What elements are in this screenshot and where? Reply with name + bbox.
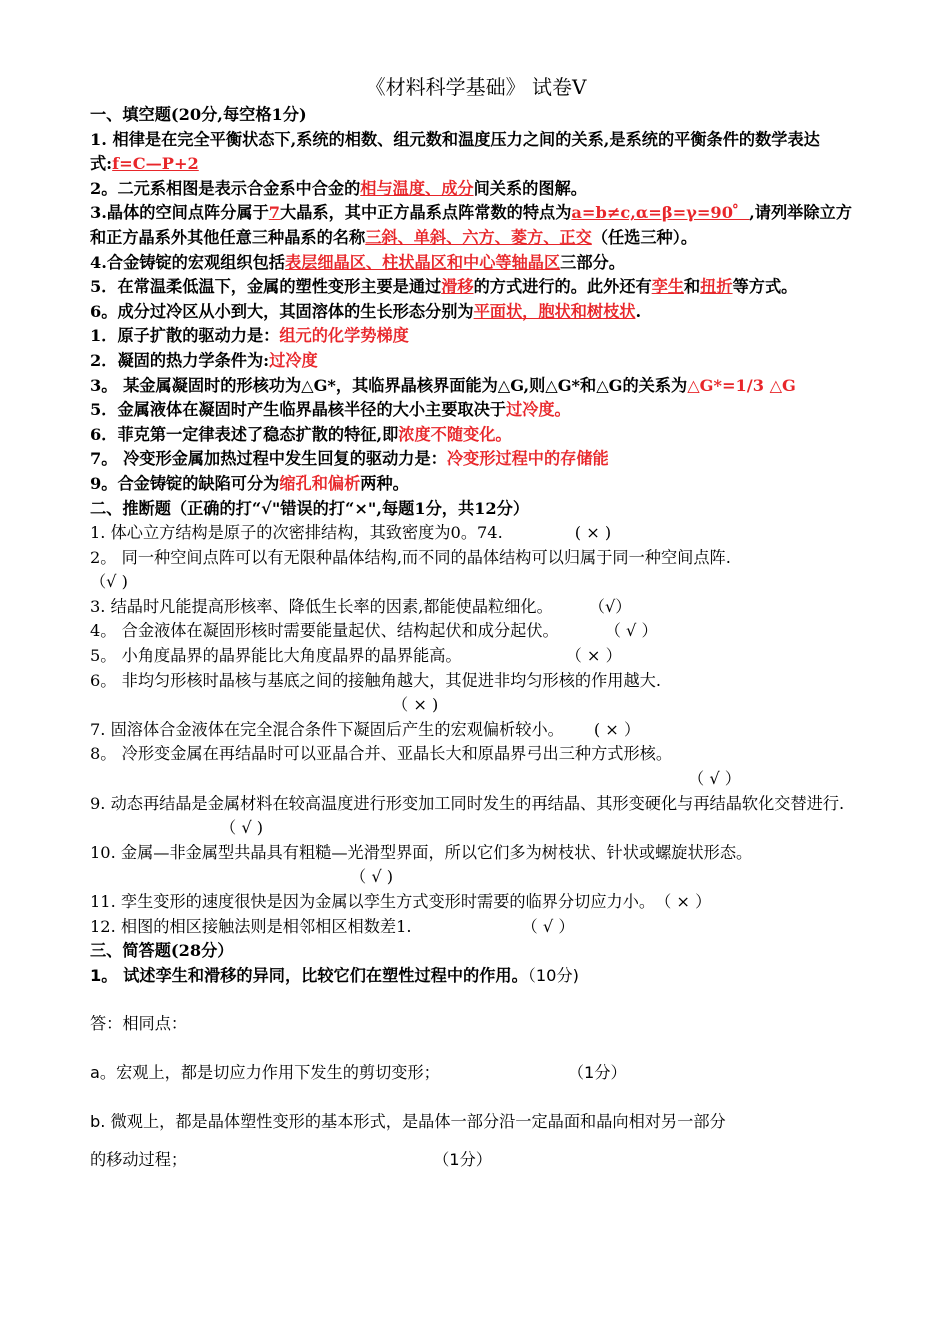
judge-item: 2。 同一种空间点阵可以有无限种晶体结构,而不同的晶体结构可以归属于同一种空间点阵. （√ ) (90, 546, 862, 595)
judge-item: 3. 结晶时凡能提高形核率、降低生长率的因素,都能使晶粒细化。 （√） (90, 595, 862, 620)
judge-item: 6。 非均匀形核时晶核与基底之间的接触角越大，其促进非均匀形核的作用越大. （ × ) (90, 669, 862, 718)
fill-q2: 2。二元系相图是表示合金系中合金的相与温度、成分间关系的图解。 (90, 178, 587, 198)
answer: 平面状，胞状和树枝状 (473, 301, 636, 321)
judge-item: 8。 冷形变金属在再结晶时可以亚晶合并、亚晶长大和原晶界弓出三种方式形核。 （ √ ） (90, 742, 862, 791)
answer-point-b: b. 微观上，都是晶体塑性变形的基本形式，是晶体一部分沿一定晶面和晶向相对另一部分 (90, 1111, 726, 1131)
answer: 扭折 (700, 277, 733, 297)
judge-list (90, 521, 862, 939)
judge-item: 7. 固溶体合金液体在完全混合条件下凝固后产生的宏观偏析较小。 ( × ） (90, 718, 862, 743)
fill-q5: 5．在常温柔低温下，金属的塑性变形主要是通过滑移的方式进行的。此外还有孪生和扭折等方式。 (90, 277, 798, 297)
fill-r1: 1．原子扩散的驱动力是：组元的化学势梯度 (90, 326, 409, 346)
fill-r5: 5．金属液体在凝固时产生临界晶核半径的大小主要取决于过冷度。 (90, 400, 571, 420)
fill-r7: 7。 冷变形金属加热过程中发生回复的驱动力是：冷变形过程中的存储能 (90, 449, 609, 469)
answer: 三斜、单斜、六方、菱方、正交 (365, 227, 592, 247)
answer: 过冷度 (269, 350, 318, 370)
judge-mark: （ √ ) (220, 818, 264, 838)
answer-point-a: a。宏观上，都是切应力作用下发生的剪切变形； （1分） (90, 1062, 627, 1082)
fill-r9: 9。合金铸锭的缺陷可分为缩孔和偏析两种。 (90, 473, 409, 493)
section-short-heading: 三、简答题(28分） (90, 941, 234, 961)
answer: 孪生 (651, 277, 685, 297)
fill-q1: 1. 相律是在完全平衡状态下,系统的相数、组元数和温度压力之间的关系,是系统的平衡条件的数学表达式:f=C—P+2 (90, 129, 820, 174)
fill-r6: 6．菲克第一定律表述了稳态扩散的特征,即浓度不随变化。 (90, 424, 512, 444)
judge-item: 5。 小角度晶界的晶界能比大角度晶界的晶界能高。 （ × ） (90, 644, 862, 669)
short-answer-block (90, 964, 862, 1173)
answer: 相与温度、成分 (360, 178, 474, 198)
answer-point-b-cont: 的移动过程； （1分） (90, 1150, 492, 1170)
answer: 表层细晶区、柱状晶区和中心等轴晶区 (284, 252, 561, 272)
judge-mark: （√） (588, 596, 632, 616)
judge-item: 12. 相图的相区接触法则是相邻相区相数差1. （ √ ） (90, 915, 862, 940)
section-judge-heading: 二、推断题（正确的打“√"错误的打“×",每题1分，共12分） (90, 498, 530, 518)
judge-item: 1. 体心立方结构是原子的次密排结构，其致密度为0。74. ( × ) (90, 521, 862, 546)
answer-label: 答：相同点： (90, 1014, 188, 1034)
answer: a=b≠c,α=β=γ=90゜ (571, 203, 750, 223)
judge-item: 9. 动态再结晶是金属材料在较高温度进行形变加工同时发生的再结晶、其形变硬化与再结晶软化交替进行.（ √ ) (90, 792, 862, 841)
fill-r2: 2．凝固的热力学条件为:过冷度 (90, 350, 318, 370)
fill-r3: 3。 某金属凝固时的形核功为△G*，其临界晶核界面能为△G,则△G*和△G的关系为△G*=1/3 △G (90, 375, 796, 395)
answer: 缩孔和偏析 (279, 473, 361, 493)
answer: 滑移 (441, 277, 474, 297)
answer: 浓度不随变化。 (398, 424, 512, 444)
judge-mark: （ × ） (565, 646, 622, 666)
judge-item: 11. 孪生变形的速度很快是因为金属以孪生方式变形时需要的临界分切应力小。（ × ） (90, 890, 862, 915)
fill-q6: 6。成分过冷区从小到大，其固溶体的生长形态分别为平面状，胞状和树枝状. (90, 301, 642, 321)
judge-item: 4。 合金液体在凝固形核时需要能量起伏、结构起伏和成分起伏。 （ √ ） (90, 619, 862, 644)
fill-q4: 4.合金铸锭的宏观组织包括表层细晶区、柱状晶区和中心等轴晶区三部分。 (90, 252, 625, 272)
judge-mark: ( × ） (593, 719, 641, 739)
judge-mark: ( × ) (574, 523, 612, 543)
judge-mark: （ × ） (655, 892, 712, 911)
essay-question-1: 1。 试述孪生和滑移的异同，比较它们在塑性过程中的作用。（10分) (90, 965, 579, 985)
answer: 组元的化学势梯度 (279, 326, 409, 346)
fill-q3: 3.晶体的空间点阵分属于7大晶系，其中正方晶系点阵常数的特点为a=b≠c,α=β=γ=90゜,请列举除立方和正方晶系外其他任意三种晶系的名称三斜、单斜、六方、菱方、正交（任选三种）。 (90, 203, 852, 247)
judge-mark: （ √ ） (521, 916, 575, 936)
judge-mark: （ √ ） (604, 621, 658, 641)
judge-mark: （ × ) (392, 695, 439, 715)
judge-item: 10. 金属—非金属型共晶具有粗糙—光滑型界面，所以它们多为树枝状、针状或螺旋状形态。 （ √ ) (90, 841, 862, 890)
answer: f=C—P+2 (112, 154, 199, 174)
fill-block (90, 128, 862, 497)
page-title: 《材料科学基础》 试卷Ⅴ (365, 75, 587, 99)
judge-mark: （ √ ) (350, 867, 394, 887)
answer: 冷变形过程中的存储能 (446, 449, 609, 469)
judge-mark: （ √ ） (688, 769, 741, 789)
answer: 7 (268, 203, 281, 223)
answer: △G*=1/3 △G (687, 375, 796, 395)
section-fill-heading: 一、填空题(20分,每空格1分) (90, 105, 307, 124)
answer: 过冷度。 (505, 400, 571, 420)
judge-mark: （√ ) (90, 572, 128, 592)
